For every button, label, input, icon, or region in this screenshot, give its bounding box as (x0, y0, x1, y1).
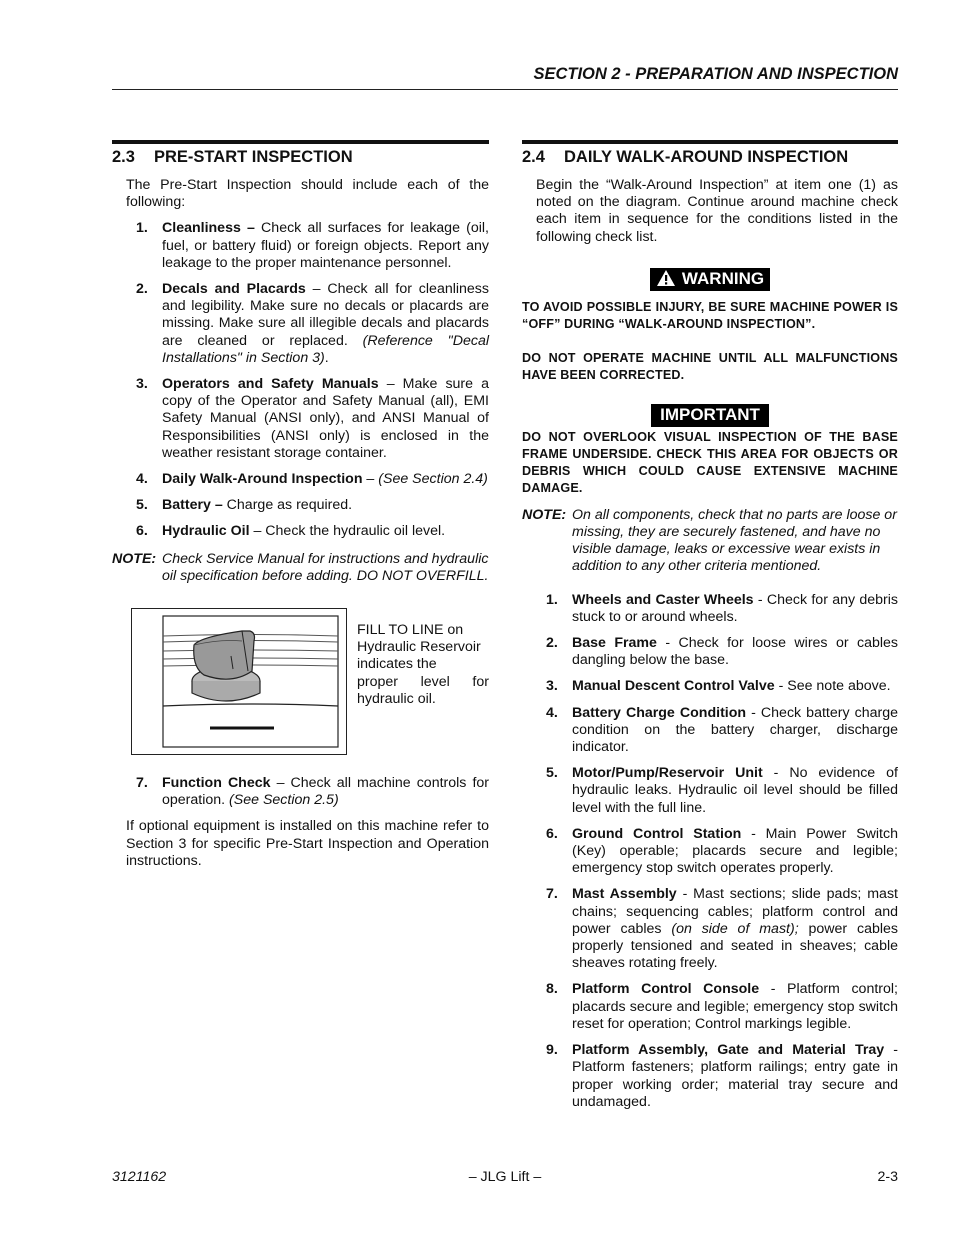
pre-start-list (112, 220, 489, 540)
list-item: 3. Manual Descent Control Valve - See note above. (546, 678, 891, 695)
list-item: 8. Platform Control Console - Platform control; placards secure and legible; emergency stop switch reset for operation; Control markings legible. (546, 981, 898, 1032)
footer-brand: – JLG Lift – (468, 1169, 542, 1185)
list-item: 4. Battery Charge Condition - Check battery charge condition on the battery charger, discharge indicator. (546, 704, 898, 756)
list-item: 6. Hydraulic Oil – Check the hydraulic oil level. (136, 523, 446, 540)
list-item: 1. Cleanliness – Check all surfaces for leakage (oil, fuel, or battery fluid) or foreign objects. Report any leakage to the proper maintenance personnel. (136, 220, 489, 271)
warning-banner: WARNING (650, 268, 770, 291)
header-title: SECTION 2 - PREPARATION AND INSPECTION (533, 65, 898, 83)
section-title: DAILY WALK-AROUND INSPECTION (564, 148, 849, 166)
warning-text-1: TO AVOID POSSIBLE INJURY, BE SURE MACHINE POWER IS “OFF” DURING “WALK-AROUND INSPECTION”. (522, 299, 898, 331)
walk-around-list (522, 592, 898, 1111)
section-number: 2.3 (112, 148, 135, 166)
figure-caption: FILL TO LINE on Hydraulic Reservoir indicates the proper level for hydraulic oil. (357, 622, 489, 707)
right-column (522, 140, 898, 1120)
list-item: 4. Daily Walk-Around Inspection – (See Section 2.4) (136, 471, 488, 488)
left-column (112, 140, 489, 870)
page-footer (112, 1169, 898, 1186)
note: NOTE: Check Service Manual for instructions and hydraulic oil specification before adding. DO NOT OVERFILL. (112, 550, 489, 584)
pre-start-list-continued (112, 775, 489, 809)
list-item: 7. Function Check – Check all machine controls for operation. (See Section 2.5) (136, 775, 489, 809)
document-number: 3121162 (112, 1169, 167, 1185)
page-number: 2-3 (877, 1169, 898, 1185)
important-banner: IMPORTANT (651, 404, 769, 427)
page-header (112, 64, 898, 90)
list-item: 9. Platform Assembly, Gate and Material Tray - Platform fasteners; platform railings; entry gate in proper working order; material tray secure and undamaged. (546, 1042, 898, 1110)
reservoir-cap-icon (132, 609, 346, 754)
optional-equipment-paragraph: If optional equipment is installed on this machine refer to Section 3 for specific Pre-Start Inspection and Operation instructions. (126, 818, 489, 869)
list-item: 5. Battery – Charge as required. (136, 497, 353, 514)
section-intro: The Pre-Start Inspection should include each of the following: (126, 177, 489, 211)
warning-text-2: DO NOT OPERATE MACHINE UNTIL ALL MALFUNCTIONS HAVE BEEN CORRECTED. (522, 350, 898, 382)
list-item: 3. Operators and Safety Manuals – Make sure a copy of the Operator and Safety Manual (all), EMI Safety Manual (ANSI only), and ANSI Manual of Responsibilities (ANSI only) is enclosed in the weather resistant storage container. (136, 376, 490, 461)
section-2-3-title (112, 140, 489, 167)
hydraulic-fill-figure (131, 608, 489, 755)
list-item: 2. Decals and Placards – Check all for cleanliness and legibility. Make sure no decals or placards are missing. Make sure all illegible decals and placards are cleaned or replaced. (Reference "Decal Installations" in Section 3). (136, 281, 489, 366)
section-intro: Begin the “Walk-Around Inspection” at item one (1) as noted on the diagram. Continue around machine check each item in sequence for the conditions listed in the following check list. (536, 177, 898, 245)
list-item: 2. Base Frame - Check for loose wires or cables dangling below the base. (546, 635, 898, 669)
section-2-4-title (522, 140, 898, 167)
list-item: 5. Motor/Pump/Reservoir Unit - No evidence of hydraulic leaks. Hydraulic oil level should be filled level with the full line. (546, 765, 898, 816)
warning-triangle-icon (656, 269, 676, 287)
note: NOTE: On all components, check that no parts are loose or missing, they are securely fastened, and have no visible damage, leaks or excessive wear exists in addition to any other criteria mentioned. (522, 506, 897, 575)
list-item: 1. Wheels and Caster Wheels - Check for any debris stuck to or around wheels. (546, 591, 898, 625)
important-text: DO NOT OVERLOOK VISUAL INSPECTION OF THE BASE FRAME UNDERSIDE. CHECK THIS AREA FOR OBJECTS OR DEBRIS WHICH COULD CAUSE EXTENSIVE MACHINE DAMAGE. (522, 429, 898, 495)
list-item: 6. Ground Control Station - Main Power Switch (Key) operable; placards secure and legible; emergency stop switch operates properly. (546, 825, 898, 877)
section-title: PRE-START INSPECTION (154, 148, 353, 166)
section-number: 2.4 (522, 148, 545, 166)
reservoir-cap-illustration (131, 608, 347, 755)
list-item: 7. Mast Assembly - Mast sections; slide pads; mast chains; sequencing cables; platform control and power cables (on side of mast); power cables properly tensioned and seated in sheaves; cable sheaves rotating freely. (546, 886, 898, 972)
